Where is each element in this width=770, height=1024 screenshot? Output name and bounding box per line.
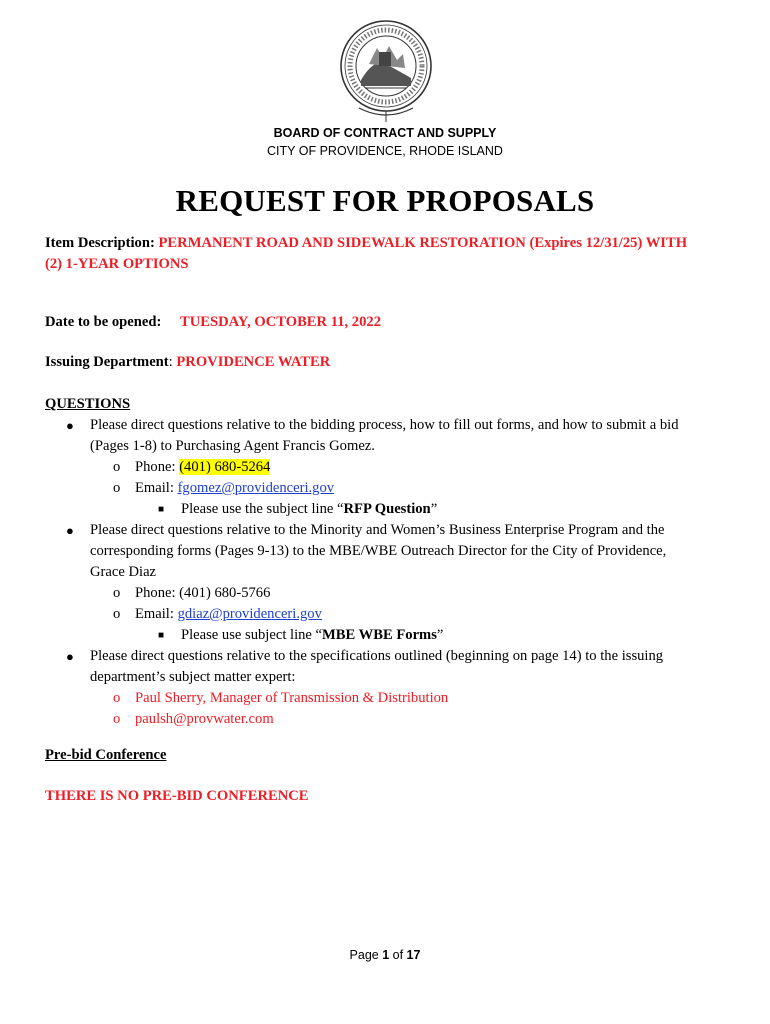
q2-subject-line: MBE WBE Forms bbox=[322, 627, 437, 643]
city-name: CITY OF PROVIDENCE, RHODE ISLAND bbox=[267, 144, 503, 158]
item-description-label: Item Description: bbox=[45, 235, 155, 251]
q1-email-link[interactable]: fgomez@providenceri.gov bbox=[177, 480, 335, 496]
q2-email-label: Email: bbox=[135, 606, 178, 622]
current-page: 1 bbox=[382, 948, 390, 962]
page-word: Page bbox=[349, 948, 383, 962]
q1-line2: (Pages 1-8) to Purchasing Agent Francis Gomez. bbox=[90, 438, 375, 454]
q2-subject bbox=[181, 625, 443, 646]
date-value: TUESDAY, OCTOBER 11, 2022 bbox=[180, 314, 381, 330]
circle-bullet-icon: o bbox=[113, 711, 121, 727]
date-label: Date to be opened: bbox=[45, 314, 162, 330]
q1-line1: Please direct questions relative to the bidding process, how to fill out forms, and how to submit a bid bbox=[90, 417, 679, 433]
circle-bullet-icon: o bbox=[113, 459, 121, 475]
page-title: REQUEST FOR PROPOSALS bbox=[175, 183, 595, 218]
prebid-notice: THERE IS NO PRE-BID CONFERENCE bbox=[45, 788, 309, 804]
q1-subject-line: RFP Question bbox=[343, 501, 431, 517]
questions-heading: QUESTIONS bbox=[45, 396, 131, 412]
q2-line1: Please direct questions relative to the Minority and Women’s Business Enterprise Program and the bbox=[90, 522, 665, 538]
q1-subject-pre: Please use the subject line “ bbox=[181, 501, 344, 517]
q3-email: paulsh@provwater.com bbox=[135, 711, 274, 727]
circle-bullet-icon: o bbox=[113, 690, 121, 706]
circle-bullet-icon: o bbox=[113, 606, 121, 622]
board-name: BOARD OF CONTRACT AND SUPPLY bbox=[273, 126, 497, 140]
of-word: of bbox=[389, 948, 407, 962]
prebid-heading: Pre-bid Conference bbox=[45, 747, 167, 763]
q3-line2: department’s subject matter expert: bbox=[90, 669, 296, 685]
q2-line3: Grace Diaz bbox=[90, 564, 157, 580]
q2-subject-pre: Please use subject line “ bbox=[181, 627, 323, 643]
q2-subject-post: ” bbox=[436, 627, 444, 643]
item-description bbox=[45, 233, 735, 275]
q3-contact: Paul Sherry, Manager of Transmission & Distribution bbox=[135, 690, 449, 706]
q1-email-label: Email: bbox=[135, 480, 178, 496]
page-number bbox=[0, 948, 770, 962]
bullet-icon: ● bbox=[66, 523, 74, 538]
q2-line2: corresponding forms (Pages 9-13) to the MBE/WBE Outreach Director for the City of Providence, bbox=[90, 543, 667, 559]
q2-phone: Phone: (401) 680-5766 bbox=[135, 585, 271, 601]
q2-email-link[interactable]: gdiaz@providenceri.gov bbox=[177, 606, 322, 622]
item-description-value-cont: (2) 1-YEAR OPTIONS bbox=[45, 256, 189, 272]
q1-email bbox=[135, 478, 334, 499]
department-colon: : bbox=[168, 354, 173, 370]
q1-subject bbox=[181, 499, 437, 520]
square-bullet-icon: ■ bbox=[158, 504, 165, 515]
q1-subject-post: ” bbox=[430, 501, 438, 517]
q1-phone bbox=[135, 457, 270, 478]
city-seal-logo bbox=[339, 18, 433, 124]
issuing-department bbox=[45, 352, 330, 373]
bullet-icon: ● bbox=[66, 418, 74, 433]
circle-bullet-icon: o bbox=[113, 480, 121, 496]
q1-phone-number: (401) 680-5264 bbox=[179, 459, 271, 475]
circle-bullet-icon: o bbox=[113, 585, 121, 601]
q1-phone-label: Phone: bbox=[135, 459, 180, 475]
square-bullet-icon: ■ bbox=[158, 630, 165, 641]
bullet-icon: ● bbox=[66, 649, 74, 664]
department-value: PROVIDENCE WATER bbox=[176, 354, 331, 370]
item-description-value: PERMANENT ROAD AND SIDEWALK RESTORATION (Expires 12/31/25) WITH bbox=[158, 235, 688, 251]
total-pages: 17 bbox=[406, 948, 421, 962]
department-label: Issuing Department bbox=[45, 354, 169, 370]
q2-email bbox=[135, 604, 322, 625]
q3-line1: Please direct questions relative to the specifications outlined (beginning on page 14) to the issuing bbox=[90, 648, 664, 664]
